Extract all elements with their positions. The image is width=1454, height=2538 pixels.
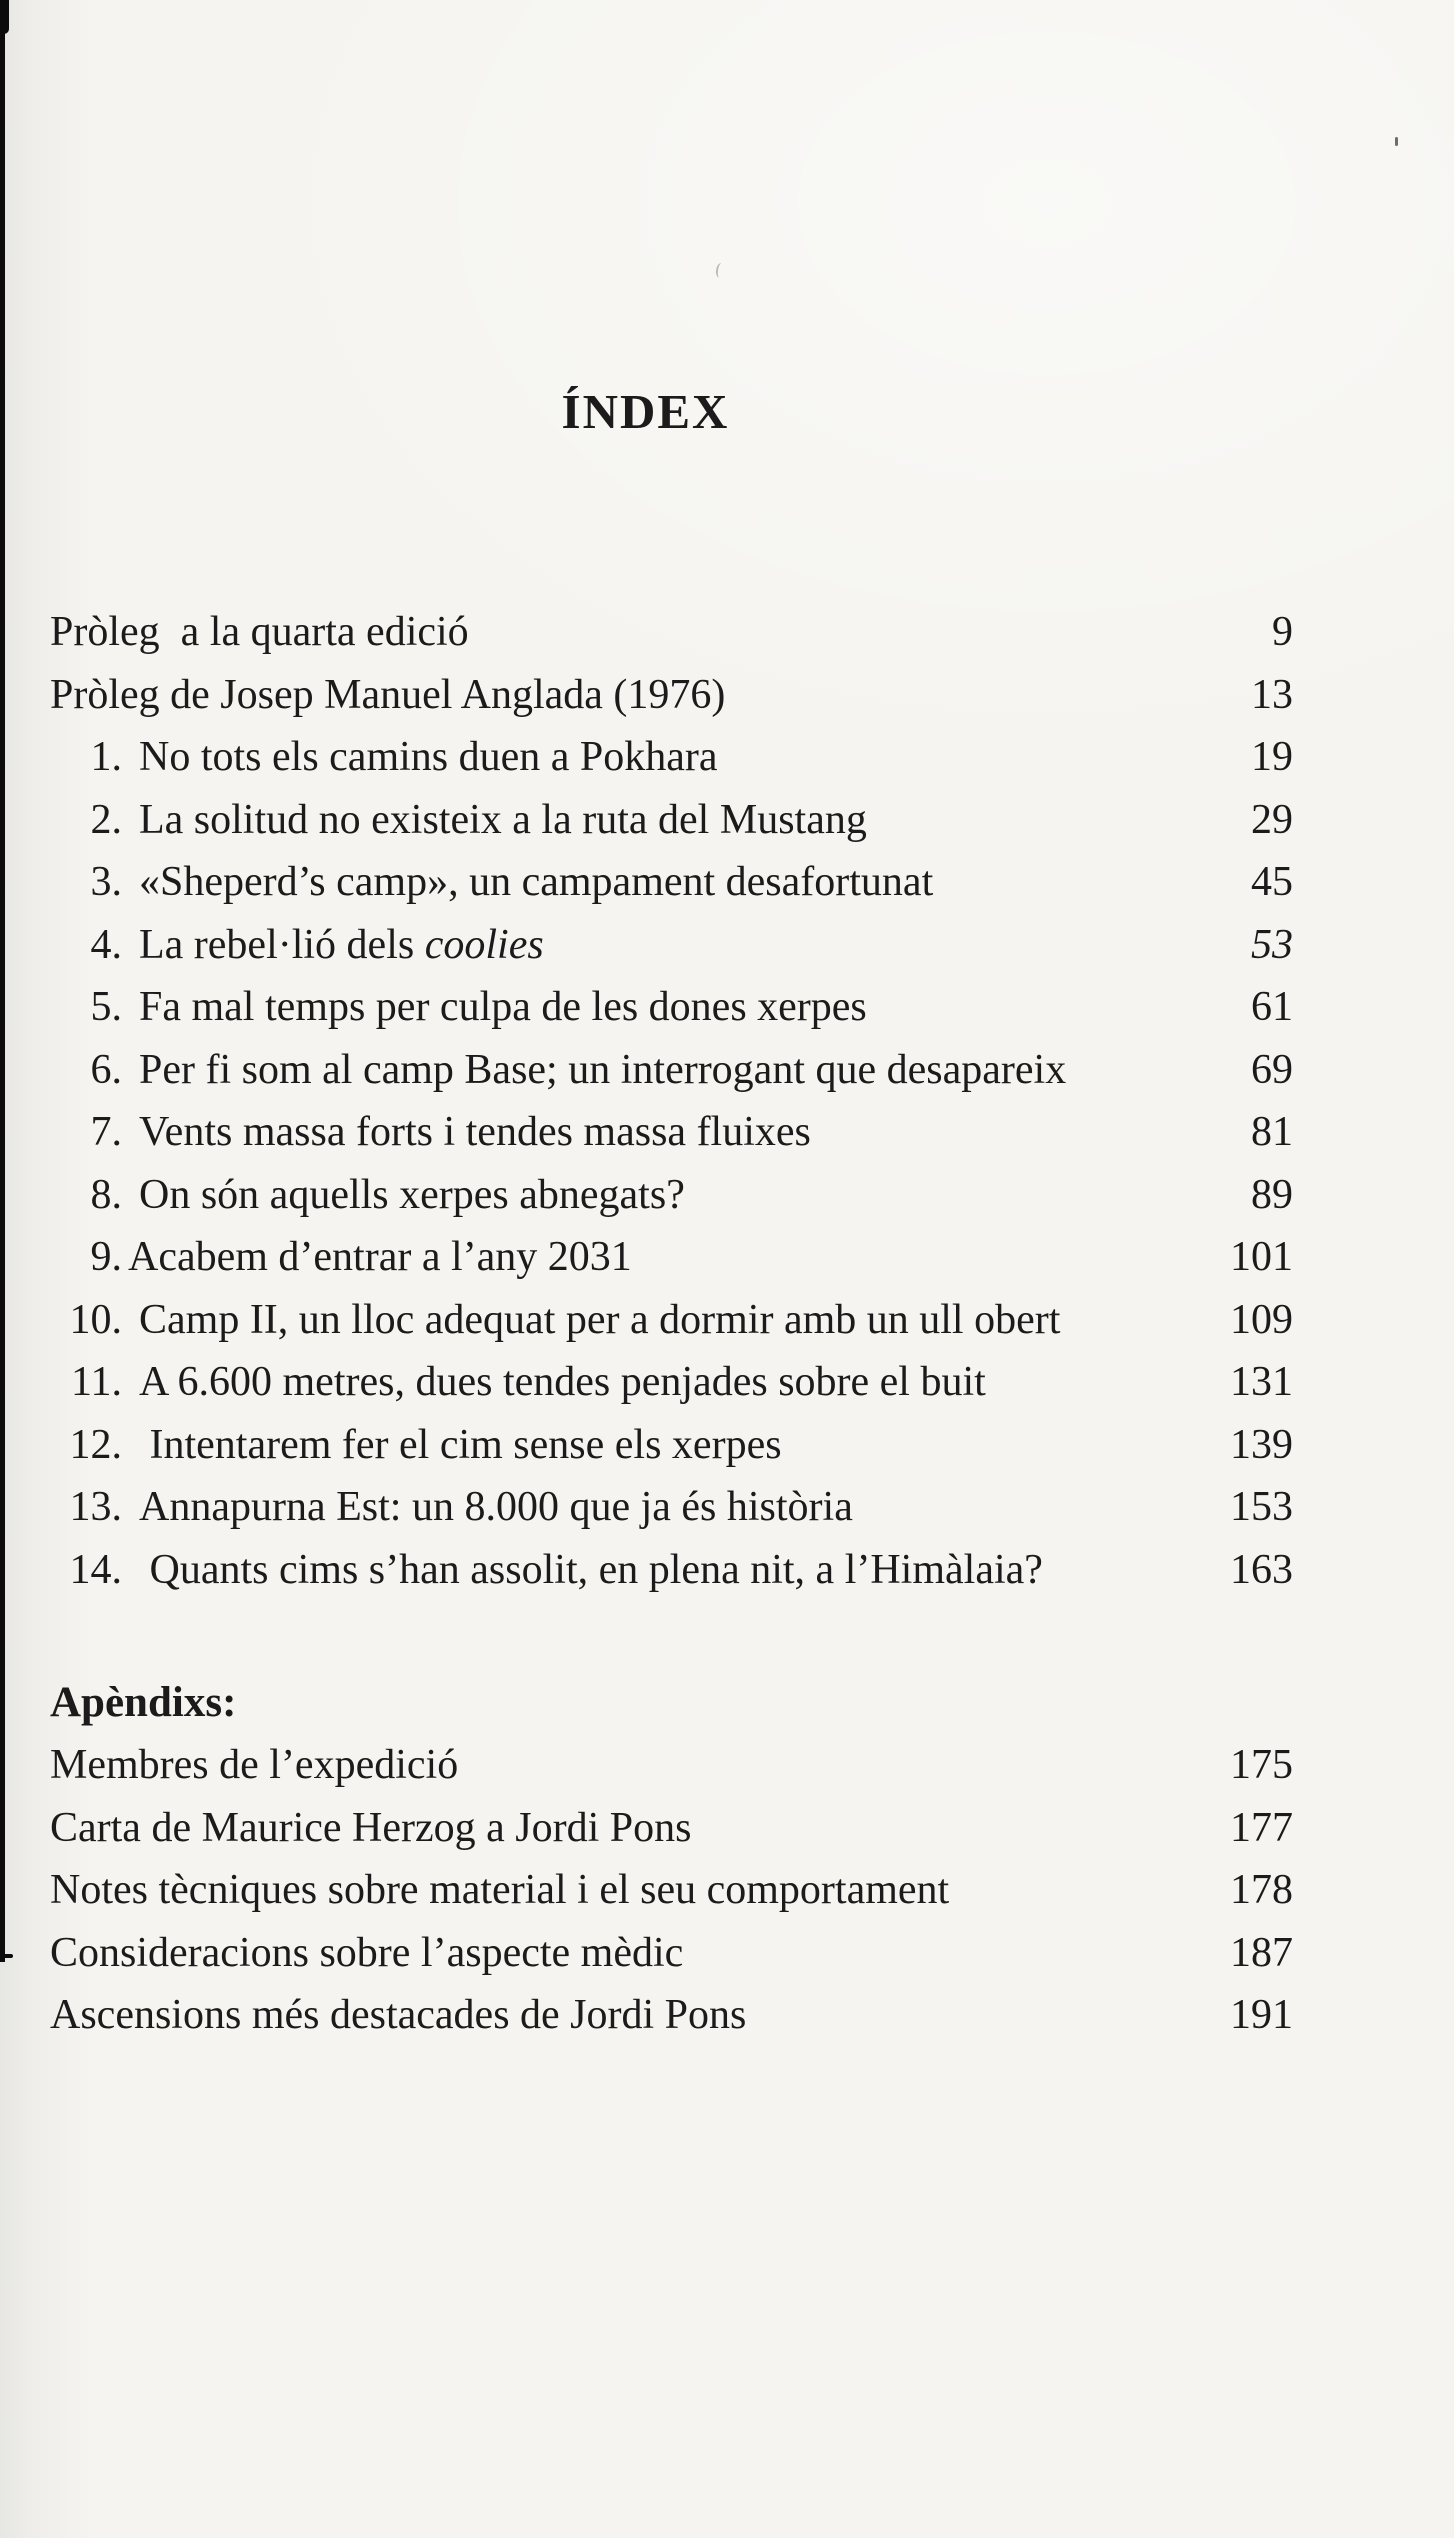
scan-speck <box>715 262 726 278</box>
appendix-entry <box>50 1922 1293 1985</box>
entry-title: Intentarem fer el cim sense els xerpes <box>139 1421 782 1468</box>
scan-edge-strip-top <box>0 0 9 34</box>
appendix-entry <box>50 1734 1293 1797</box>
entry-page-number: 29 <box>1251 796 1293 843</box>
toc-entry <box>50 1164 1293 1227</box>
entry-page-number: 101 <box>1230 1234 1293 1280</box>
entry-page-number: 187 <box>1230 1929 1293 1976</box>
appendix-entry <box>50 1859 1293 1922</box>
entry-title: Consideracions sobre l’aspecte mèdic <box>50 1929 684 1976</box>
entry-title: Pròleg a la quarta edició <box>50 609 469 655</box>
appendix-entry <box>50 1984 1293 2047</box>
toc-entry <box>50 726 1293 789</box>
entry-title: Acabem d’entrar a l’any 2031 <box>128 1234 632 1280</box>
chapter-number: 7. <box>90 1109 122 1155</box>
entry-title: Quants cims s’han assolit, en plena nit, a l’Himàlaia? <box>139 1546 1043 1593</box>
scan-edge-tick <box>0 1954 13 1958</box>
toc-entry <box>50 1539 1293 1602</box>
scan-edge-strip <box>0 0 5 1962</box>
appendix-heading: Apèndixs: <box>50 1679 237 1726</box>
entry-title: Ascensions més destacades de Jordi Pons <box>50 1992 747 2038</box>
entry-page-number: 53 <box>1251 921 1293 968</box>
entry-title: Camp II, un lloc adequat per a dormir amb un ull obert <box>139 1296 1061 1343</box>
chapter-number: 4. <box>90 921 122 968</box>
entry-title: A 6.600 metres, dues tendes penjades sobre el buit <box>139 1359 986 1405</box>
entry-page-number: 45 <box>1251 859 1293 905</box>
entry-title-italic: coolies <box>424 921 544 968</box>
entry-page-number: 9 <box>1272 609 1293 655</box>
entry-page-number: 178 <box>1230 1867 1293 1913</box>
entry-page-number: 81 <box>1251 1109 1293 1155</box>
entry-title: Pròleg de Josep Manuel Anglada (1976) <box>50 671 726 718</box>
toc-entry <box>50 1101 1293 1164</box>
entry-title: Per fi som al camp Base; un interrogant que desapareix <box>139 1046 1067 1093</box>
toc-entry <box>50 789 1293 852</box>
toc-entry <box>50 851 1293 914</box>
entry-title: «Sheperd’s camp», un campament desafortunat <box>139 859 934 905</box>
entry-title: Notes tècniques sobre material i el seu comportament <box>50 1867 950 1913</box>
toc-entry <box>50 976 1293 1039</box>
entry-page-number: 131 <box>1230 1359 1293 1405</box>
entry-title: La rebel·lió dels coolies <box>139 921 544 968</box>
toc-entry <box>50 601 1293 664</box>
toc-entry <box>50 1351 1293 1414</box>
entry-title: Annapurna Est: un 8.000 que ja és història <box>139 1484 853 1530</box>
entry-page-number: 191 <box>1230 1992 1293 2038</box>
toc-entry <box>50 1414 1293 1477</box>
chapter-number: 14. <box>69 1546 122 1593</box>
toc-entry <box>50 1289 1293 1352</box>
entry-title: Carta de Maurice Herzog a Jordi Pons <box>50 1804 692 1851</box>
chapter-number: 12. <box>69 1421 122 1468</box>
appendix-entry <box>50 1797 1293 1860</box>
toc-entry <box>50 1039 1293 1102</box>
entry-title: Vents massa forts i tendes massa fluixes <box>139 1109 811 1155</box>
chapter-number: 10. <box>69 1296 122 1343</box>
entry-page-number: 175 <box>1230 1742 1293 1788</box>
entry-page-number: 19 <box>1251 734 1293 780</box>
entry-title: On són aquells xerpes abnegats? <box>139 1171 685 1218</box>
chapter-number: 3. <box>90 859 122 905</box>
toc-entry <box>50 1226 1293 1289</box>
toc-entry <box>50 914 1293 977</box>
chapter-number: 13. <box>69 1484 122 1530</box>
table-of-contents <box>50 601 1293 1601</box>
chapter-number: 9. <box>90 1234 122 1280</box>
appendix-list <box>50 1734 1293 2047</box>
chapter-number: 5. <box>90 984 122 1030</box>
entry-title: La solitud no existeix a la ruta del Mustang <box>139 796 867 843</box>
entry-title: Fa mal temps per culpa de les dones xerpes <box>139 984 867 1030</box>
entry-page-number: 163 <box>1230 1546 1293 1593</box>
entry-page-number: 109 <box>1230 1296 1293 1343</box>
entry-page-number: 89 <box>1251 1171 1293 1218</box>
chapter-number: 1. <box>90 734 122 780</box>
chapter-number: 2. <box>90 796 122 843</box>
chapter-number: 8. <box>90 1171 122 1218</box>
entry-page-number: 153 <box>1230 1484 1293 1530</box>
entry-page-number: 139 <box>1230 1421 1293 1468</box>
toc-entry <box>50 1476 1293 1539</box>
entry-page-number: 177 <box>1230 1804 1293 1851</box>
chapter-number: 6. <box>90 1046 122 1093</box>
entry-page-number: 13 <box>1251 671 1293 718</box>
entry-page-number: 61 <box>1251 984 1293 1030</box>
entry-title: No tots els camins duen a Pokhara <box>139 734 718 780</box>
page-title: ÍNDEX <box>561 384 730 439</box>
entry-title: Membres de l’expedició <box>50 1742 459 1788</box>
scan-speck <box>1395 137 1398 146</box>
entry-page-number: 69 <box>1251 1046 1293 1093</box>
toc-entry <box>50 664 1293 727</box>
chapter-number: 11. <box>71 1359 122 1405</box>
